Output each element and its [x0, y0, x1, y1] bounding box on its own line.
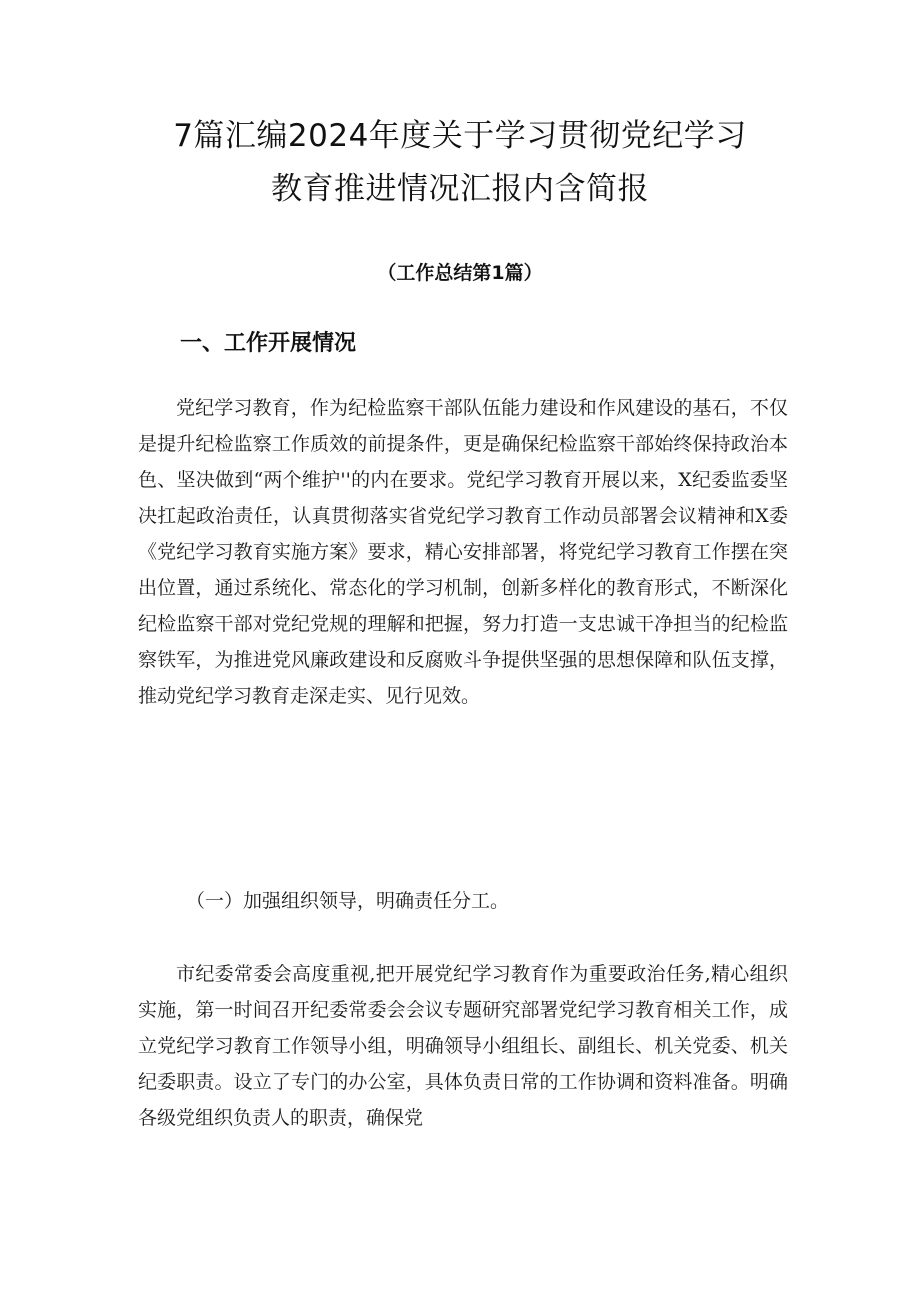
- body-paragraph-2: 市纪委常委会高度重视,把开展党纪学习教育作为重要政治任务,精心组织实施，第一时间召开纪委常委会会议专题研究部署党纪学习教育相关工作，成立党纪学习教育工作领导小组，明确领导小组组长、副组长、机关党委、机关纪委职责。设立了专门的办公室，具体负责日常的工作协调和资料准备。明确各级党组织负责人的职责，确保党: [138, 963, 788, 1129]
- section-heading: 一、工作开展情况: [180, 331, 357, 356]
- body-paragraph-1: 党纪学习教育，作为纪检监察干部队伍能力建设和作风建设的基石，不仅是提升纪检监察工作质效的前提条件，更是确保纪检监察干部始终保持政治本色、坚决做到“两个维护''的内在要求。党纪学习教育开展以来，X纪委监委坚决扛起政治责任，认真贯彻落实省党纪学习教育工作动员部署会议精神和X委《党纪学习教育实施方案》要求，精心安排部署，将党纪学习教育工作摆在突出位置，通过系统化、常态化的学习机制，创新多样化的教育形式，不断深化纪检监察干部对党纪党规的理解和把握，努力打造一支忠诚干净担当的纪检监察铁军，为推进党风廉政建设和反腐败斗争提供坚强的思想保障和队伍支撑，推动党纪学习教育走深走实、见行见效。: [138, 397, 788, 707]
- document-title-line-1: 7篇汇编2024年度关于学习贯彻党纪学习: [173, 118, 747, 154]
- document-title-line-2: 教育推进情况汇报内含简报: [271, 171, 649, 207]
- document-subtitle: （工作总结第1篇）: [377, 262, 543, 284]
- subsection-heading: （一）加强组织领导，明确责任分工。: [186, 890, 510, 912]
